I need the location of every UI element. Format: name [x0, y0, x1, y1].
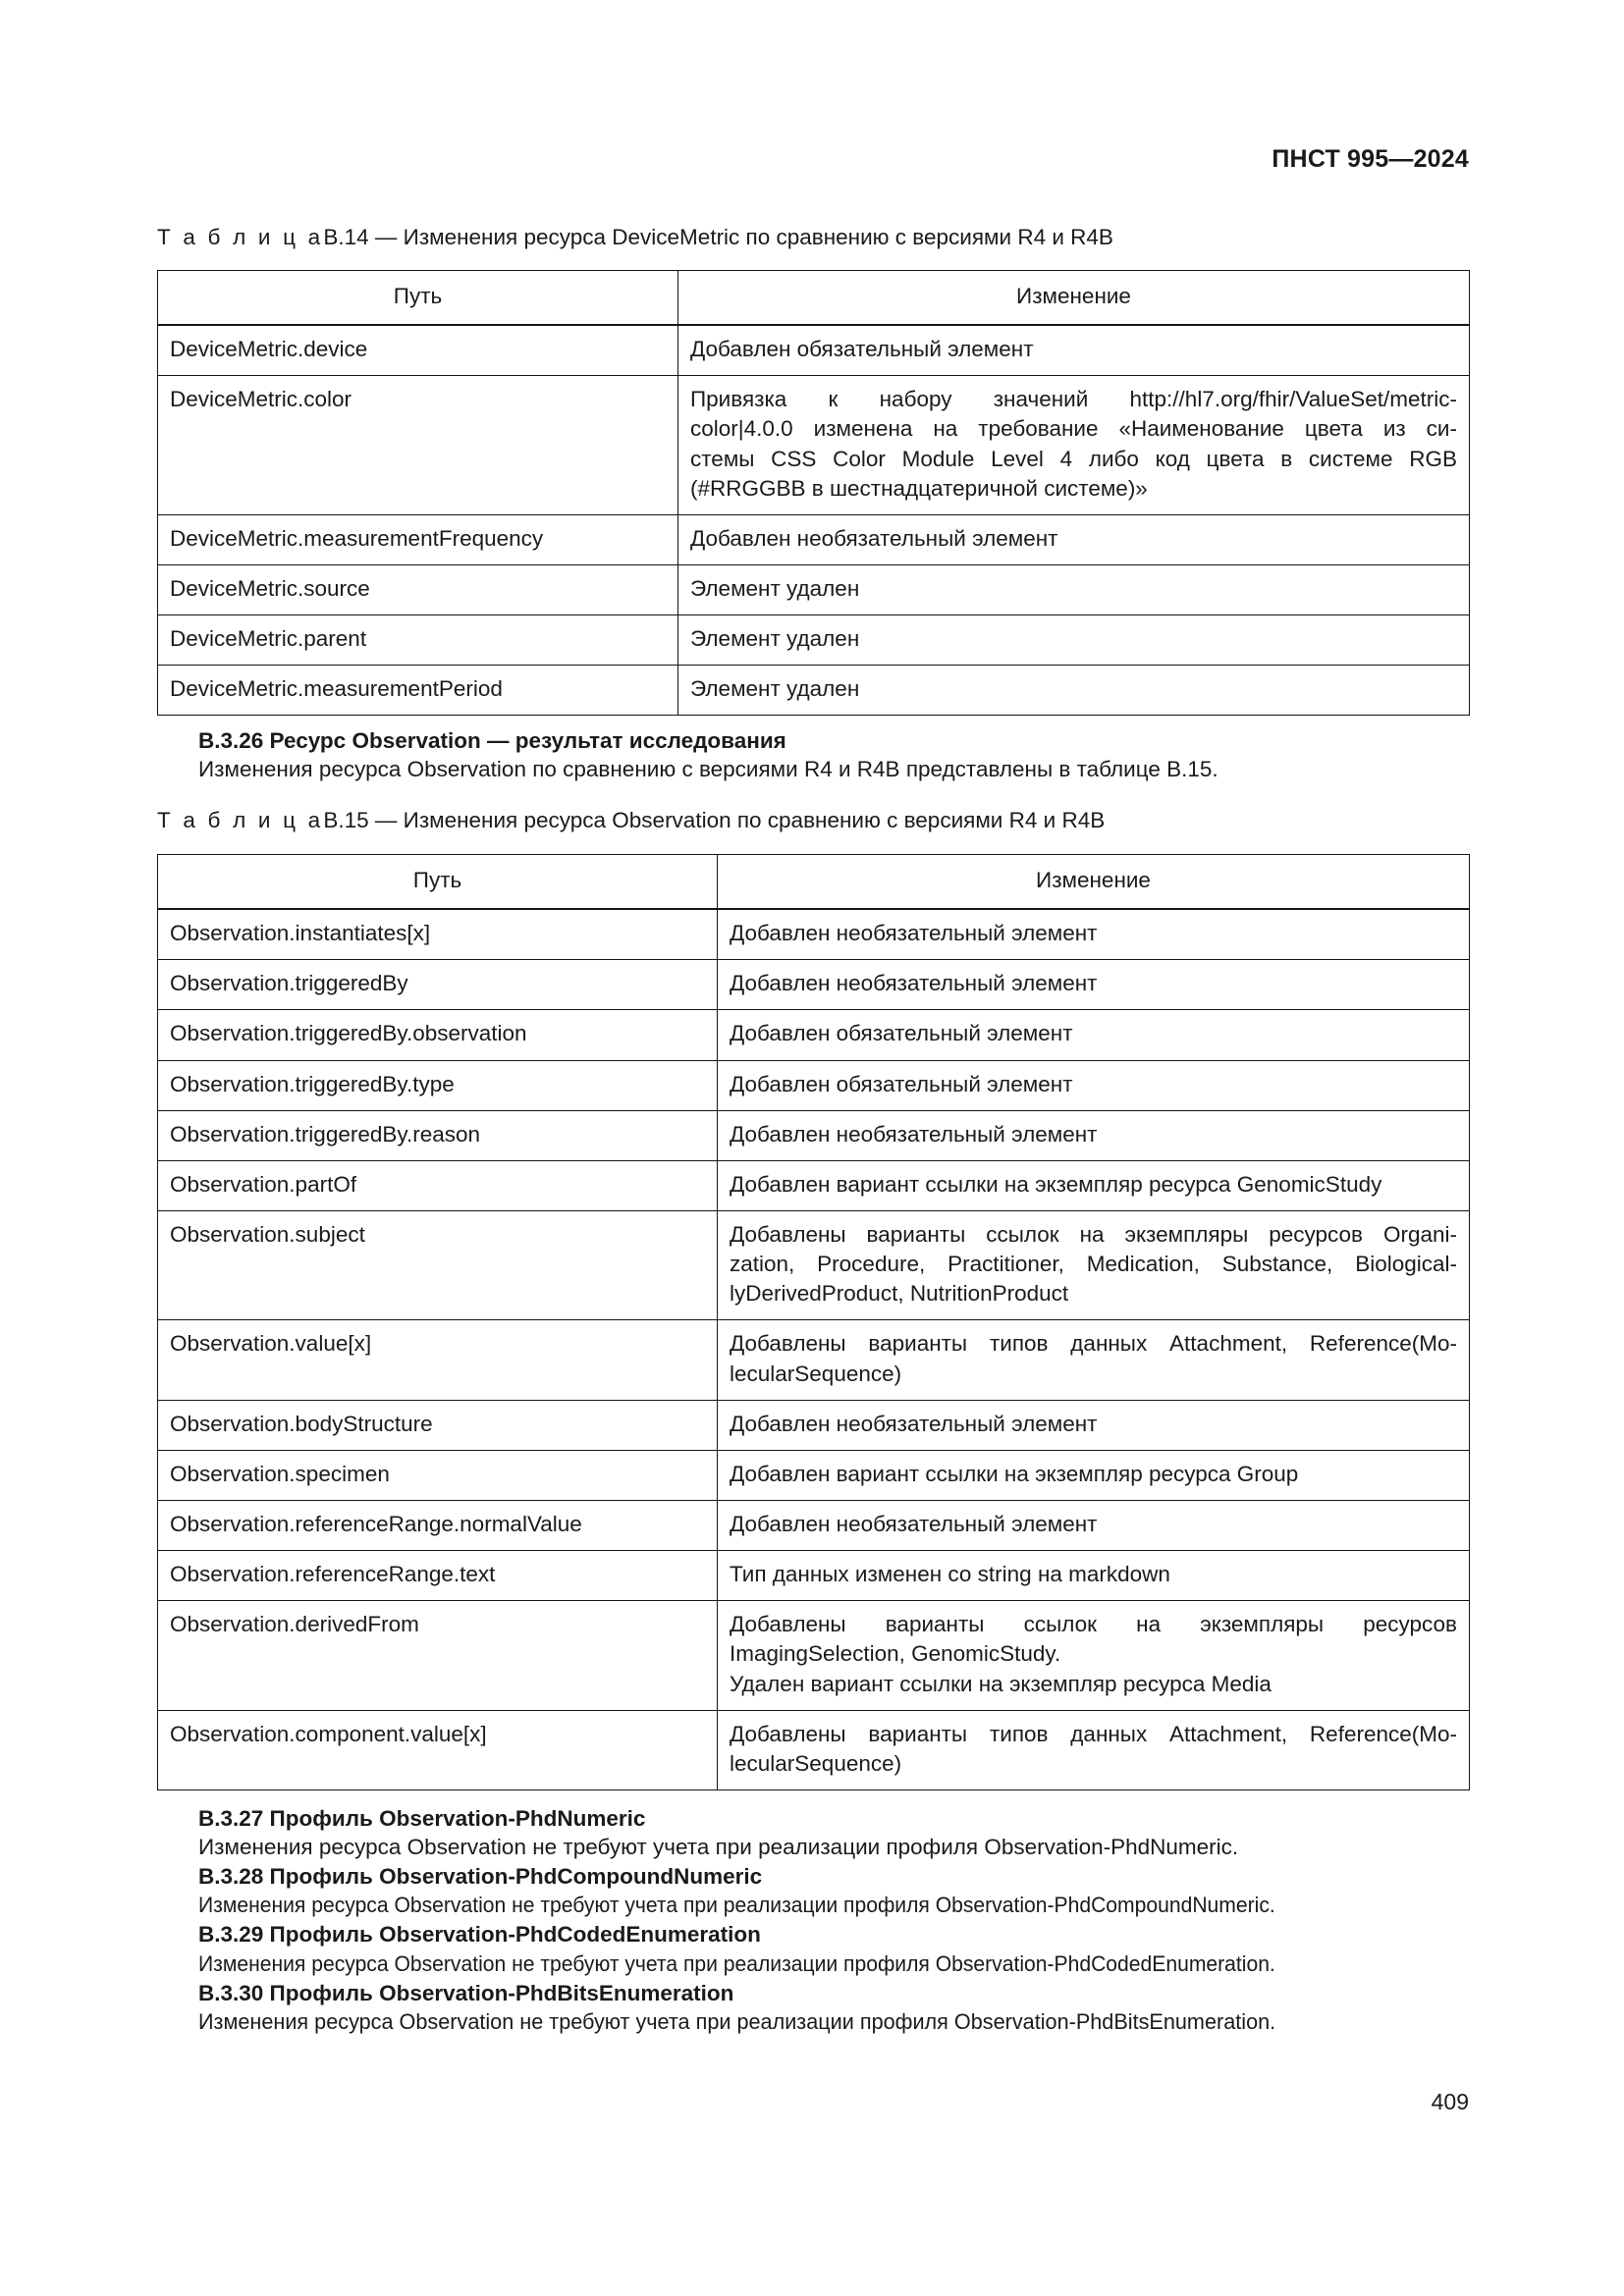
table-row — [158, 1400, 1470, 1450]
section-b330-heading: B.3.30 Профиль Observation-PhdBitsEnumeration — [198, 1980, 734, 2005]
table-cell-change: Добавлен необязательный элемент — [718, 1110, 1470, 1160]
table-b14-caption-text: B.14 — Изменения ресурса DeviceMetric по сравнению с версиями R4 и R4B — [323, 225, 1113, 249]
table-cell-path: Observation.specimen — [158, 1450, 718, 1500]
table-cell-path: DeviceMetric.device — [158, 325, 678, 376]
document-header-standard-number: ПНСТ 995—2024 — [1272, 145, 1469, 173]
table-cell-change: Элемент удален — [678, 615, 1470, 666]
table-cell-change: Добавлен необязательный элемент — [678, 514, 1470, 564]
table-cell-change: Элемент удален — [678, 564, 1470, 614]
table-row — [158, 1450, 1470, 1500]
table-cell-change: Добавлены варианты ссылок на экземпляры ресурсов ImagingSelection, GenomicStudy. Удален вариант ссылки на экземпляр ресурса Media — [718, 1601, 1470, 1710]
table-b15-caption-text: B.15 — Изменения ресурса Observation по сравнению с версиями R4 и R4B — [323, 808, 1106, 832]
section-b328 — [157, 1862, 1469, 1920]
table-cell-change: Добавлен необязательный элемент — [718, 909, 1470, 960]
table-cell-change: Тип данных изменен со string на markdown — [718, 1551, 1470, 1601]
section-b329-heading: B.3.29 Профиль Observation-PhdCodedEnumeration — [198, 1922, 761, 1948]
table-row — [158, 1710, 1470, 1789]
table-row — [158, 1601, 1470, 1710]
table-cell-change: Привязка к набору значений http://hl7.org/fhir/ValueSet/metric- color|4.0.0 изменена на требование «Наименование цвета из си- стемы CSS Color Module Level 4 либо код цвета в системе RGB (#RRGGBB в шестнадцатеричной системе)» — [678, 376, 1470, 515]
page-number: 409 — [1431, 2089, 1469, 2114]
section-b326-paragraph: Изменения ресурса Observation по сравнению с версиями R4 и R4B представлены в таблице B.15. — [198, 757, 1218, 782]
table-cell-change: Добавлен вариант ссылки на экземпляр ресурса GenomicStudy — [718, 1160, 1470, 1210]
table-cell-path: DeviceMetric.measurementPeriod — [158, 666, 678, 716]
table-b15 — [157, 854, 1469, 1790]
table-row — [158, 1320, 1470, 1400]
table-cell-path: DeviceMetric.parent — [158, 615, 678, 666]
table-cell-path: Observation.subject — [158, 1210, 718, 1319]
table-row — [158, 1010, 1470, 1060]
table-b15-caption — [157, 807, 1469, 834]
section-b327-paragraph: Изменения ресурса Observation не требуют учета при реализации профиля Observation-PhdNumeric. — [198, 1835, 1239, 1860]
section-b330-paragraph: Изменения ресурса Observation не требуют учета при реализации профиля Observation-PhdBitsEnumeration. — [198, 2008, 1276, 2034]
table-cell-path: Observation.triggeredBy — [158, 960, 718, 1010]
table-row — [158, 1060, 1470, 1110]
table-cell-path: DeviceMetric.color — [158, 376, 678, 515]
table-row — [158, 960, 1470, 1010]
section-b326-heading: B.3.26 Ресурс Observation — результат исследования — [198, 728, 786, 753]
table-cell-change: Добавлен обязательный элемент — [718, 1060, 1470, 1110]
table-b15-col-header-change: Изменение — [718, 855, 1470, 910]
table-row — [158, 1551, 1470, 1601]
table-row — [158, 376, 1470, 515]
table-row — [158, 1210, 1470, 1319]
section-b328-heading: B.3.28 Профиль Observation-PhdCompoundNumeric — [198, 1864, 763, 1890]
table-row — [158, 1160, 1470, 1210]
table-cell-path: Observation.component.value[x] — [158, 1710, 718, 1789]
table-b14-caption-label: Т а б л и ц а — [157, 225, 324, 249]
table-cell-path: Observation.value[x] — [158, 1320, 718, 1400]
table-cell-change: Добавлены варианты типов данных Attachment, Reference(Mo- lecularSequence) — [718, 1710, 1470, 1789]
table-cell-change: Элемент удален — [678, 666, 1470, 716]
table-cell-path: DeviceMetric.measurementFrequency — [158, 514, 678, 564]
section-b327-heading: B.3.27 Профиль Observation-PhdNumeric — [198, 1806, 646, 1831]
table-cell-change: Добавлен необязательный элемент — [718, 960, 1470, 1010]
table-b15-col-header-path: Путь — [158, 855, 718, 910]
table-row — [158, 1500, 1470, 1550]
table-b14-header-row — [158, 271, 1470, 326]
section-b326 — [157, 726, 1469, 784]
table-cell-path: Observation.triggeredBy.reason — [158, 1110, 718, 1160]
table-b14 — [157, 270, 1469, 716]
table-row — [158, 325, 1470, 376]
table-cell-path: Observation.triggeredBy.type — [158, 1060, 718, 1110]
table-b14-caption — [157, 224, 1469, 251]
section-b327 — [157, 1804, 1469, 1862]
table-cell-change: Добавлен обязательный элемент — [718, 1010, 1470, 1060]
section-b330 — [157, 1979, 1469, 2037]
table-row — [158, 1110, 1470, 1160]
table-row — [158, 666, 1470, 716]
table-row — [158, 909, 1470, 960]
table-cell-change: Добавлен необязательный элемент — [718, 1500, 1470, 1550]
table-cell-change: Добавлены варианты ссылок на экземпляры ресурсов Organi- zation, Procedure, Practitioner, Medication, Substance, Biological- lyDerivedProduct, NutritionProduct — [718, 1210, 1470, 1319]
table-b14-col-header-path: Путь — [158, 271, 678, 326]
table-cell-path: Observation.instantiates[x] — [158, 909, 718, 960]
table-row — [158, 514, 1470, 564]
profile-sections — [157, 1804, 1469, 2037]
section-b329 — [157, 1920, 1469, 1978]
section-b329-paragraph: Изменения ресурса Observation не требуют учета при реализации профиля Observation-PhdCodedEnumeration. — [198, 1950, 1275, 1976]
table-cell-path: Observation.referenceRange.text — [158, 1551, 718, 1601]
section-b328-paragraph: Изменения ресурса Observation не требуют учета при реализации профиля Observation-PhdCompoundNumeric. — [198, 1893, 1275, 1918]
table-cell-path: Observation.partOf — [158, 1160, 718, 1210]
table-cell-change: Добавлен обязательный элемент — [678, 325, 1470, 376]
table-cell-path: DeviceMetric.source — [158, 564, 678, 614]
table-b15-header-row — [158, 855, 1470, 910]
table-cell-change: Добавлен вариант ссылки на экземпляр ресурса Group — [718, 1450, 1470, 1500]
table-row — [158, 615, 1470, 666]
table-cell-path: Observation.triggeredBy.observation — [158, 1010, 718, 1060]
table-b14-col-header-change: Изменение — [678, 271, 1470, 326]
table-cell-change: Добавлен необязательный элемент — [718, 1400, 1470, 1450]
table-b15-caption-label: Т а б л и ц а — [157, 808, 324, 832]
table-cell-path: Observation.bodyStructure — [158, 1400, 718, 1450]
table-cell-change: Добавлены варианты типов данных Attachment, Reference(Mo- lecularSequence) — [718, 1320, 1470, 1400]
table-cell-path: Observation.referenceRange.normalValue — [158, 1500, 718, 1550]
table-row — [158, 564, 1470, 614]
table-cell-path: Observation.derivedFrom — [158, 1601, 718, 1710]
